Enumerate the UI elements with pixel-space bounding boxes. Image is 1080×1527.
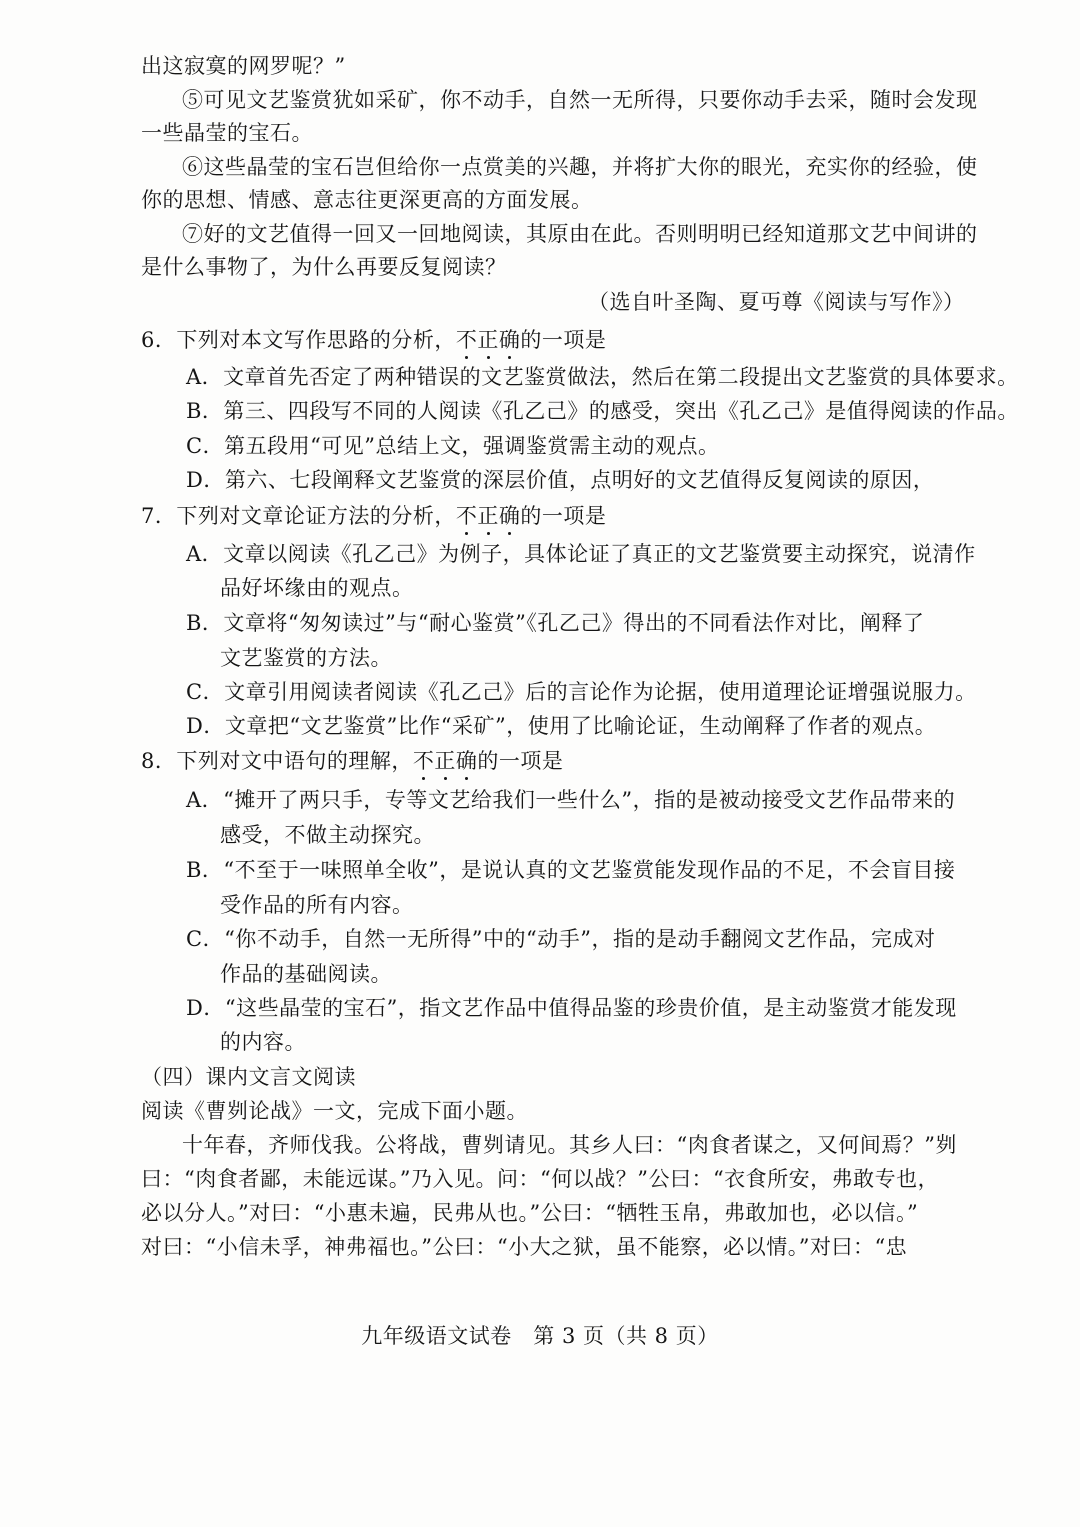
question-6-option-a: A．文章首先否定了两种错误的文艺鉴赏做法，然后在第二段提出文艺鉴赏的具体要求。: [186, 365, 1019, 389]
classical-text-line: 对曰：“小信未孚，神弗福也。”公曰：“小大之狱，虽不能察，必以情。”对曰：“忠: [141, 1235, 908, 1259]
section-instruction: 阅读《曹刿论战》一文，完成下面小题。: [141, 1099, 528, 1123]
question-8-option-c: C．“你不动手，自然一无所得”中的“动手”，指的是动手翻阅文艺作品，完成对: [186, 927, 936, 951]
emphasis-not-correct: 不正确: [455, 328, 521, 352]
question-6-stem: [141, 326, 606, 354]
question-7-option-a-cont: 品好坏缘由的观点。: [220, 576, 414, 600]
passage-line: 出这寂寞的网罗呢？”: [141, 54, 346, 78]
passage-line: ⑥这些晶莹的宝石岂但给你一点赏美的兴趣，并将扩大你的眼光，充实你的经验，使: [182, 155, 978, 179]
passage-line: ⑦好的文艺值得一回又一回地阅读，其原由在此。否则明明已经知道那文艺中间讲的: [182, 222, 978, 246]
question-6-option-d: D．第六、七段阐释文艺鉴赏的深层价值，点明好的文艺值得反复阅读的原因，: [186, 468, 935, 492]
question-8-option-d: D．“这些晶莹的宝石”，指文艺作品中值得品鉴的珍贵价值，是主动鉴赏才能发现: [186, 996, 957, 1020]
question-7-text-end: 的一项是: [520, 504, 607, 528]
question-6-option-b: B．第三、四段写不同的人阅读《孔乙己》的感受，突出《孔乙己》是值得阅读的作品。: [186, 399, 1019, 423]
question-7-option-c: C．文章引用阅读者阅读《孔乙己》后的言论作为论据，使用道理论证增强说服力。: [186, 680, 977, 704]
question-7-option-b: B．文章将“匆匆读过”与“耐心鉴赏”《孔乙己》得出的不同看法作对比，阐释了: [186, 611, 925, 635]
emphasis-not-correct: 不正确: [455, 504, 521, 528]
question-8-text: 8．下列对文中语句的理解，: [141, 749, 413, 773]
question-8-text-end: 的一项是: [477, 749, 564, 773]
passage-line: 是什么事物了，为什么再要反复阅读？: [141, 255, 507, 279]
question-7-text: 7．下列对文章论证方法的分析，: [141, 504, 456, 528]
question-8-option-c-cont: 作品的基础阅读。: [220, 962, 392, 986]
question-8-option-b: B．“不至于一味照单全收”，是说认真的文艺鉴赏能发现作品的不足，不会盲目接: [186, 858, 956, 882]
emphasis-not-correct: 不正确: [412, 749, 478, 773]
passage-source: （选自叶圣陶、夏丏尊《阅读与写作》）: [588, 290, 965, 314]
passage-line: ⑤可见文艺鉴赏犹如采矿，你不动手，自然一无所得，只要你动手去采，随时会发现: [182, 88, 978, 112]
passage-line: 一些晶莹的宝石。: [141, 121, 313, 145]
question-6-text-end: 的一项是: [520, 328, 607, 352]
question-8-option-b-cont: 受作品的所有内容。: [220, 893, 414, 917]
question-7-option-a: A．文章以阅读《孔乙己》为例子，具体论证了真正的文艺鉴赏要主动探究，说清作: [186, 542, 976, 566]
question-7-stem: [141, 502, 606, 530]
question-8-option-d-cont: 的内容。: [220, 1030, 306, 1054]
question-7-option-b-cont: 文艺鉴赏的方法。: [220, 646, 392, 670]
question-8-stem: [141, 747, 563, 775]
classical-text-line: 十年春，齐师伐我。公将战，曹刿请见。其乡人曰：“肉食者谋之，又何间焉？”刿: [182, 1133, 957, 1157]
question-6-option-c: C．第五段用“可见”总结上文，强调鉴赏需主动的观点。: [186, 434, 720, 458]
section-heading: （四）课内文言文阅读: [141, 1065, 356, 1089]
question-8-option-a: A．“摊开了两只手，专等文艺给我们一些什么”，指的是被动接受文艺作品带来的: [186, 788, 956, 812]
classical-text-line: 必以分人。”对曰：“小惠未遍，民弗从也。”公曰：“牺牲玉帛，弗敢加也，必以信。”: [141, 1201, 919, 1225]
question-7-option-d: D．文章把“文艺鉴赏”比作“采矿”，使用了比喻论证，生动阐释了作者的观点。: [186, 714, 937, 738]
question-8-option-a-cont: 感受，不做主动探究。: [220, 823, 435, 847]
classical-text-line: 曰：“肉食者鄙，未能远谋。”乃入见。问：“何以战？”公曰：“衣食所安，弗敢专也，: [141, 1167, 940, 1191]
question-6-text: 6．下列对本文写作思路的分析，: [141, 328, 456, 352]
page-footer: 九年级语文试卷 第 3 页（共 8 页）: [361, 1324, 719, 1348]
passage-line: 你的思想、情感、意志往更深更高的方面发展。: [141, 188, 593, 212]
